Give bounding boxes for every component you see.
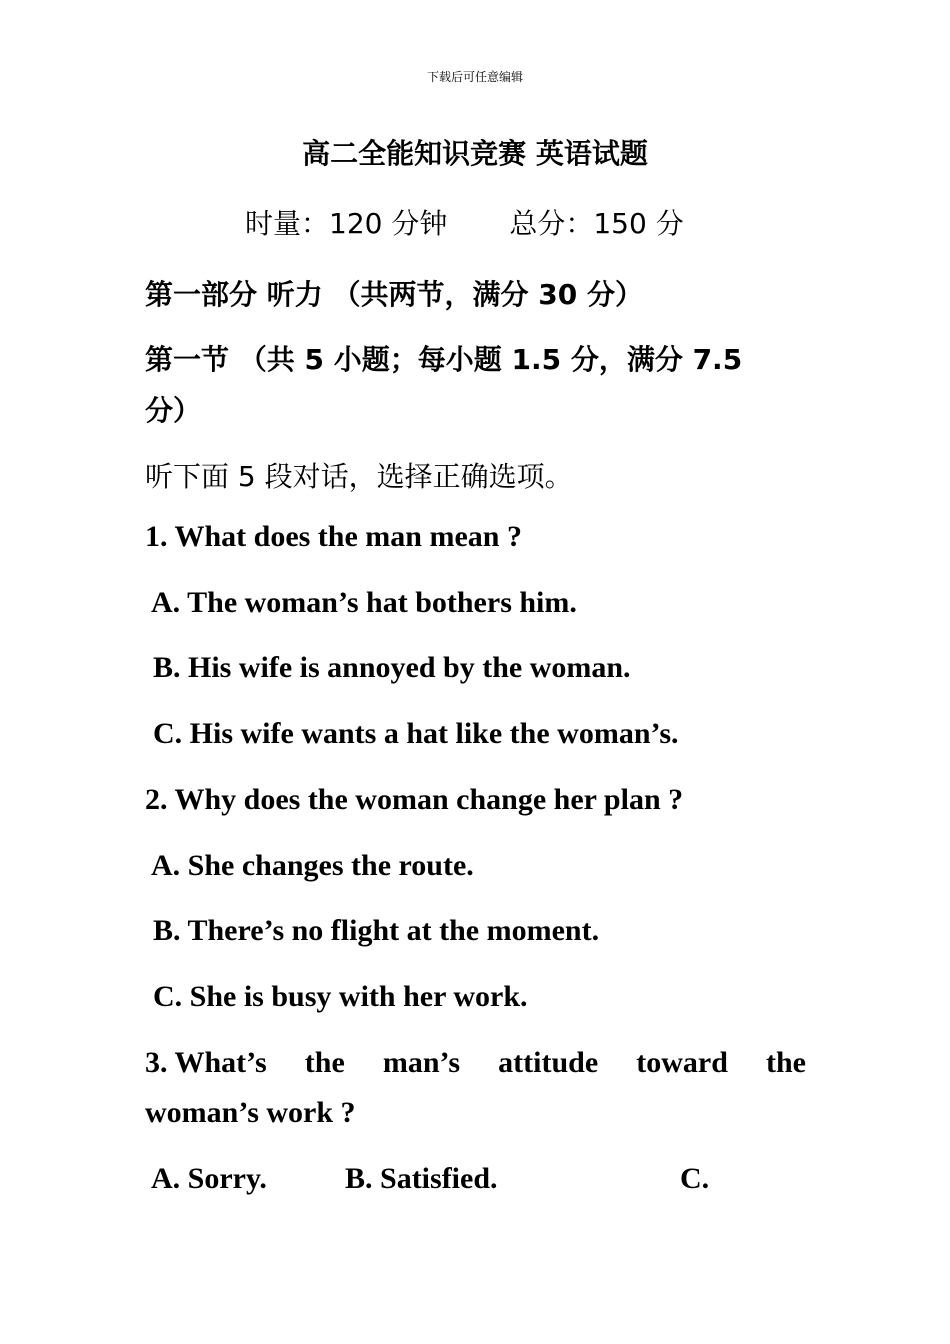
section-heading-line2: 分） (145, 394, 202, 427)
question-3-word: man’s (382, 1046, 461, 1079)
question-3-word: the (765, 1046, 806, 1079)
instruction: 听下面 5 段对话，选择正确选项。 (145, 460, 573, 493)
question-3-option-c: C. (680, 1162, 710, 1195)
page-title: 高二全能知识竞赛 英语试题 (302, 137, 648, 170)
question-1-option-c: C. His wife wants a hat like the woman’s. (153, 717, 679, 750)
exam-total-score: 总分：150 分 (509, 207, 684, 240)
question-2-option-c: C. She is busy with her work. (153, 980, 528, 1013)
question-3-stem-line2: woman’s work ? (145, 1096, 356, 1129)
header-note: 下载后可任意编辑 (426, 70, 523, 84)
question-2-stem: 2. Why does the woman change her plan ? (145, 783, 684, 816)
question-3-word: 3. What’s (145, 1046, 267, 1079)
question-2-option-a: A. She changes the route. (151, 849, 474, 882)
part-heading: 第一部分 听力 （共两节，满分 30 分） (145, 278, 643, 311)
exam-meta (245, 202, 684, 242)
question-3-stem-line1 (145, 1046, 806, 1080)
section-heading-line1: 第一节 （共 5 小题；每小题 1.5 分，满分 7.5 (145, 343, 743, 376)
question-3-option-a: A. Sorry. (151, 1162, 267, 1195)
question-1-option-b: B. His wife is annoyed by the woman. (153, 651, 631, 684)
question-2-option-b: B. There’s no flight at the moment. (153, 914, 600, 947)
question-3-word: attitude (498, 1046, 599, 1079)
question-1-stem: 1. What does the man mean ? (145, 520, 522, 553)
question-3-option-b: B. Satisfied. (345, 1162, 498, 1195)
question-3-word: the (304, 1046, 345, 1079)
exam-duration: 时量：120 分钟 (245, 207, 448, 240)
question-3-word: toward (636, 1046, 728, 1079)
question-1-option-a: A. The woman’s hat bothers him. (151, 586, 577, 619)
